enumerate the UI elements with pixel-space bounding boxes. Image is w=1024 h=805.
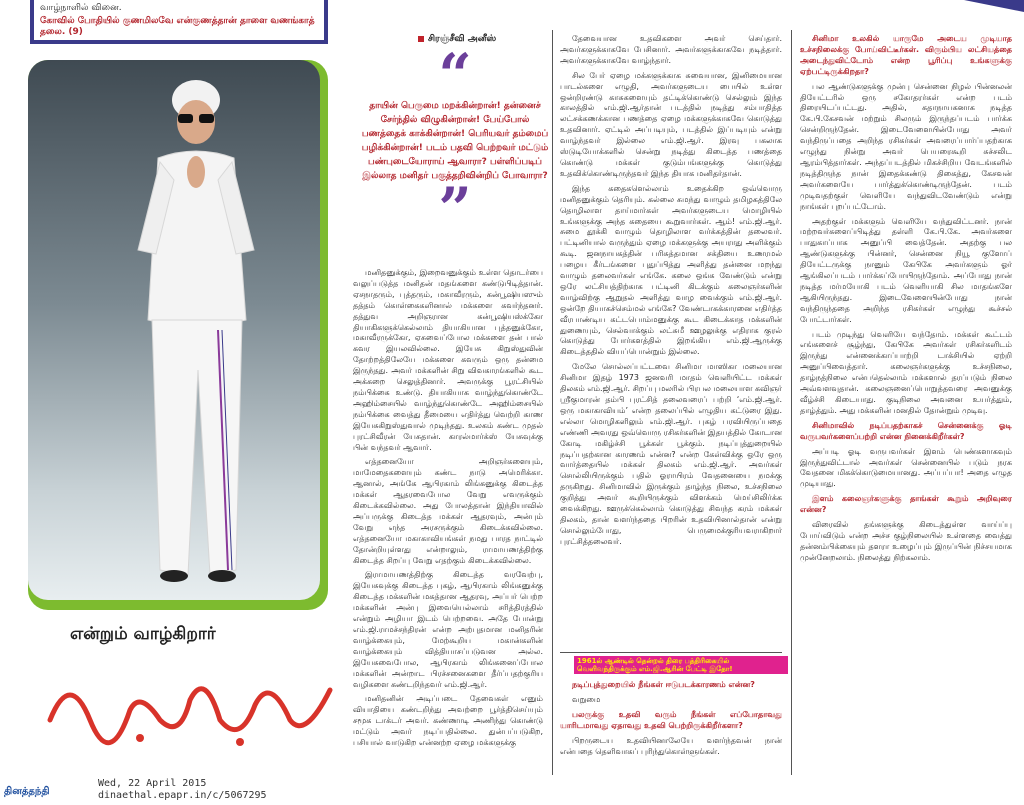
- corner-decoration: [844, 0, 1024, 20]
- interview-answer: பல ஆண்டுகளுக்கு முன்பு சென்னை நிழல் பின்னலன் தியேட்டரில் ஒரு சகோதரர்கள் என்ற படம் திரையிடப்பட்டது. அதில், கதாநாயகனாக நடித்த கே.பி.கேசவன் மற்றும் சிலரும் இருந்தப்படம் பார்க்க சென்றிருந்தேன். இடைவேளையின்போது அவர் வந்திருப்பதை அறிந்த ரசிகர்கள் அவரைப்பார்ப்பதற்காக எழுந்து நின்று அவர் பெயரைகூறி சுச்சலிட ஆரம்பித்தார்கள். அந்தப்படத்தில் மிகச்சிறிய வேடங்களில் நடித்திருந்த நான் இதைக்கண்டு திகைத்து, கேசவன் அவர்களையே பார்த்துக்கொண்டிருந்தேன். படம் முடிவதற்குள் வெளியே வந்துவிடவேண்டும் என்று நாங்கள் புறப்பட்டோம்.: [800, 81, 1012, 211]
- article-column-2: [560, 34, 782, 654]
- interview-answer: வறுமை: [572, 694, 601, 704]
- epaper-url[interactable]: dinaethal.epapr.in/c/5067295: [98, 790, 267, 801]
- interview-question: சினிமா உலகில் யாருமே அடைய முடியாத உச்சநிலைக்கு போய்விட்டீர்கள். விரும்பிய லட்சியத்தை அடைந்துவிட்டோம் என்ற பூரிப்பு உங்களுக்கு ஏற்பட்டிருக்கிறதா?: [800, 34, 1012, 76]
- close-quote-icon: ”: [438, 175, 472, 243]
- publication-logo: தினத்தந்தி: [4, 786, 50, 797]
- paragraph: சில பேர் ஏழை மக்களுக்காக சுவையான, இனிமையான பாடல்களை எழுதி, அவர்களுடைய பையில் உள்ள ஒன்றிரண்டு காசுகளையும் தட்டிக்கொண்டு செல்லும் இந்த காலத்தில் எம்.ஜி.ஆர்தான் படத்தில் நடித்து சம்பாதித்த லட்சக்கணக்கான பணத்தை ஏழை மக்களுக்காகவே கொடுத்து உதவினார். ஏட்டில் அப்படியும், படத்தில் இப்படியும் என்று வாழ்ந்தவர் இல்லை எம்.ஜி.ஆர். இரவு பகலாக ஸ்டுடியோக்களில் சென்று நடித்து கிடைத்த பணத்தை கொண்டு மக்கள் குடும்பங்களுக்கு கொடுத்து உதவிக்கொண்டிருந்தவர் இந்த தியாக மனிதர்தான்.: [560, 70, 782, 178]
- column-divider: [552, 30, 553, 775]
- photo-frame: [28, 60, 328, 610]
- signature-graphic: [40, 650, 340, 760]
- interview-answer: பிறருடைய உதவியினாலேயே வளர்ந்தவன் நான் என்பதை தெளிவாகப் புரிந்துகொள்ளுங்கள்.: [560, 735, 782, 756]
- image-caption: என்றும் வாழ்கிறார்: [70, 624, 216, 644]
- interview-answer: அப்படி ஓடி வருபவர்கள் இளம் பெண்களாகவும் இருந்துவிட்டால் அவர்கள் சென்னையில் படும் நரக வேதனை மிகக்கொடுமையானது. அப்பப்பா! அதை எழுத முடியாது.: [800, 446, 1012, 489]
- edition-date: Wed, 22 April 2015: [98, 778, 207, 789]
- paragraph: இராமாயணத்திற்கு கிடைத்த வரவேற்பு, இயேசுவுக்கு கிடைத்த புகழ், ஆபிரகாம் லிங்கனுக்கு கிடைத்த மக்களின் மகத்தான ஆதரவு, அப்பர் பெற்ற மக்களின் அன்பு இவையெல்லாம் சரித்திரத்தில் என்றும் அழியா இடம் பெற்றவை. அதே போன்று எம்.ஜி.ராமச்சந்திரன் என்ற அற்புதமான மனிதரின் வாழ்க்கையும், மேற்கூறிய மகான்களின் வாழ்க்கையும் வித்தியாசப்படுவன அல்ல. இயேசுவைபோல, ஆபிரகாம் லிங்கனைப்போல மக்களின் அன்றாட பிரச்சனைகளை தீர்ப்பதற்குரிய வழிகளை கண்டறிந்தவர் எம்.ஜி.ஆர்.: [353, 570, 543, 689]
- pull-quote: [360, 41, 550, 243]
- paragraph: மனிதனின் அடிப்படை தேவைகள் எனும் வியாதியை கண்டறிந்து அவற்றை பூர்த்திசெய்யும் சமூக டாக்டர் அவர். கண்ணாடி அணிந்து கொண்டு மட்டும் அவர் நடிப்பதில்லை. துன்பப்படுகிற, பசியால் வாடுகிற என்னற்ற ஏழை மக்களுக்கு: [353, 694, 543, 748]
- interview-column-2: [560, 680, 782, 775]
- interview-column-3: [800, 34, 1012, 769]
- mgr-photo: [118, 70, 278, 590]
- column-divider: [791, 30, 792, 775]
- article-column-1: [353, 268, 543, 773]
- paragraph: இந்த கதைகளெல்லாம் உதைக்கிற ஒவ்வொரு மனிதனுக்கும் தெரியும். கல்லை சுமந்து வாழும் தமிழகத்திலே தொழிலாள தாய்மார்கள் அவர்களுடைய மொழியில் உங்களுக்கு அந்த கதையை கூறுவார்கள். ஆம்! எம்.ஜி.ஆர். சுமை தூக்கி வாழும் தொழிலாள வர்க்கத்தின் தலைவர். பட்டினியால் வருந்தும் ஏழை மக்களுக்கு அயராது அளிக்கும் கூடி. ஜனநாயகத்தின் பரிசுத்தமான சக்தியை உணரமல் பழைய கீர்டங்களை புதுப்பித்து அளித்து தன்னை மறந்து வாழும் தலைவர்கள் எங்கே. கலை ஒங்க வேண்டும் என்று ஒரே லட்சியத்திற்காக பட்டினி கிடக்கும் கலைஞர்களின் வாழ்விற்கு ஆறுதல் அளித்து வாழ வைக்கும் எம்.ஜி.ஆர். ஒன்றே தியாகச்செம்மல் எங்கே? வேண்டாகக்காரனை எதிர்த்த வீரபாண்டிய கட்டபொம்மனுக்கு கூட கிடைக்காத மக்களின் துணையும், செல்வாக்கும் லட்சுமீ ஊழலுக்கு எதிராக குரல் கொடுத்து போர்களத்தில் இறங்கிய எம்.ஜி.ஆருக்கு கிடைத்ததில் வியப்பொன்றும் இல்லை.: [560, 183, 782, 357]
- author-byline: சிரஞ்சீவி அனீஸ்: [418, 34, 496, 45]
- interview-question: இளம் கலைஞர்களுக்கு தாங்கள் கூறும் அறிவுரை என்ன?: [800, 494, 1012, 515]
- interview-question: நடிப்புத்துறையில் நீங்கள் ஈடுபடக்காரணம் என்ன?: [572, 680, 755, 689]
- interview-answer: விரைவில் தங்களுக்கு கிடைத்துள்ள வாய்ப்பு போய்விடும் என்ற அச்ச குழ்நிலையில் உள்ளதை வைத்து தன்னம்பிக்கையும் தளரா உழைப்பும் இருப்பின் நிச்சயமாக முன்னேறலாம். நிலைத்து நிற்கலாம்.: [800, 520, 1012, 562]
- interview-banner: 1961ல் ஆண்டில் தென்றல் திரை பத்திரிகையில் வெளிவந்திருக்கும் எம்.ஜி.ஆரின் பேட்டி இதோ!: [574, 656, 788, 674]
- verse-line-1: வாழ்நாளில் வினை.: [40, 3, 122, 13]
- interview-question: சினிமாவில் நடிப்பதற்காகச் சென்னைக்கு ஓடி வருபவர்களைப்பற்றி என்ன நினைக்கிறீர்கள்?: [800, 420, 1012, 441]
- section-divider: [560, 652, 782, 653]
- open-quote-icon: “: [438, 41, 472, 109]
- quote-text: தாயின் பெருமை மறக்கின்றான்! தன்னைச் சேர்ந்தில் விழுகின்றான்! பேய்போல் பணத்தைக் காக்கின்றான்! பெரியவர் தம்மைப் பழிக்கின்றான்! படம் பதவி பெற்றவர் மட்டும் பண்புடையோராய் ஆவாரா? பள்ளிப்படிப் இல்லாத மனிதர் பகுத்தறிவின்றிப் போவாரா?: [361, 101, 549, 181]
- interview-answer: அதற்குள் மக்களும் வெளியே வந்துவிட்டனர். நான் மற்றவர்களைப்பிடித்து தள்ளி கே.பி.கே. அவர்களை பாதுகாப்பாக அனுப்பி வைத்தேன். அதற்கு பல ஆண்டுகளுக்கு பின்னர், சென்னை நியூ குளோப் தியேட்டருக்கு நானும் கேபிகே அவர்களும் ஓர் ஆங்கிலப்படம் பார்க்கப்போயிருந்தோம். அப்போது நான் நடித்த மர்மயோகி படம் வெளியாகி சில மாதங்களே ஆகியிருந்தது. இடைவேளையின்போது நான் வந்திருந்ததை அறிந்த ரசிகர்கள் எழுந்து கூச்சல் போட்டார்கள்.: [800, 216, 1012, 324]
- interview-answer: படம் முடிந்து வெளியே வந்தோம். மக்கள் கூட்டம் எங்களைச் சூழ்ந்து, கேபிகே அவர்கள் ரசிகர்களிடம் இருந்து என்னைக்காப்பாற்றி டாக்சியில் ஏற்றி அனுப்பிவைத்தார். கலைஞர்களுக்கு உச்சநிலை, தாழ்நத்நிலை என்பதெல்லாம் மக்களால் தரப்படும் நிலை அவ்வளவுதான். கலைஞனைப்பொறுத்தவரை அவனுக்கு வீழ்ச்சி கிடையாது. குடிநிலை அவனை உயர்த்தும், தாழ்த்தும். அது மக்களின் மனதில் தோன்றும் முடிவு.: [800, 329, 1012, 415]
- paragraph: மேலே சொல்லப்பட்டவை சினிமா மாஸிகா மலையான சினிமா இதழ் 1973 ஜனவரி மாதம் வெளியிட்ட மக்கள் திலகம் எம்.ஜி.ஆர். சிறப்பு மலரில் பிரபல மலையாள கவிஞர் ஸ்ரீகுமாரன் தம்பி புரட்சித் தலைவரைப் பற்றி ‘எம்.ஜி.ஆர். ஒரு மகாகாவியம்’ என்ற தலைப்பில் எழுதிய கட்டுரை இது. எல்லா மொழிகளிலும் எம்.ஜி.ஆர். புகழ் பரவியிருப்பதை எண்ணி அவரது ஒவ்வொரு ரசிகர்களின் இதயத்தில் கோடான கோடி மகிழ்ச்சி பூக்கள் பூக்கும். நடிப்புத்துறையில் நடிப்பதற்கான காரணம் என்ன? என்ற கேள்விக்கு ஒரே ஒரு வார்த்தையில் மக்கள் திலகம் எம்.ஜி.ஆர். அவர்கள் சொல்லியிருக்கும் பதில் ஓராயிரம் வேதனையை நமக்கு தருகிறது. சினிமாவில் இருக்கும் தாழ்ந்த நிலை, உச்சநிலை குறித்து அவர் கூறியிருக்கும் விளக்கம் மெய்சிலிர்க்க வைக்கிறது. ஊருக்கெல்லாம் கொடுத்து சிவந்த கரம் மக்கள் திலகம், தான் வளர்ந்ததை பிறரின் உதவியினால்தான் என்று சொல்லும்போது, பெருமைக்குரியவராகிறார் புரட்சித்தலைவர்.: [560, 362, 782, 546]
- verse-line-2: கோவில் போதியில் குணமிலவே என்குணத்தான் தாளை வணங்காத் தலை. (9): [40, 16, 315, 37]
- paragraph: தேவையான உதவிகளை அவர் செய்தார். அவர்களுக்காகவே பேசினார். அவர்களுக்காகவே நடித்தார். அவர்களுக்காகவே வாழ்ந்தார்.: [560, 34, 782, 65]
- paragraph: மனிதனுக்கும், இறைவனுக்கும் உள்ள தொடர்பை வலுப்படுத்த மனிதன் மதங்களை கண்டுபிடித்தான். ஏசநாதரும், புத்தரும், மகாவீரரும், கன்பூஷியஸும் தத்தம் கொள்கைகளினால் மக்களை கவர்ந்தனர். தத்துவ அறிஞரான கன்பூஷியஸ்க்கோ தியாகிகளுக்கெல்லாம் தியாகியான புத்தனுக்கோ, மகாவீரருக்கோ, ஏசுவைப்போல மக்களை தன் பால் கவர இயலவில்லை. இயேசு கிறுஸ்துவின் தோற்றத்திலேயே மக்களை கவரும் ஒரு தன்மை இருந்தது. அவர் மக்களின் சிறு விவகாரங்களில் கூட அக்கறை செலுத்தினார். அவருக்கு பூரட்சியில் நம்பிக்கை உண்டு. தியாகியாக வாழ்ந்துகொண்டே அஹிம்சையில் வாழ்ந்துகொண்டே அஹிம்சையில் நம்பிக்கை வைத்து தீமையை எதிர்த்து வெற்றி காண இயேசுகிறுஸ்துவால் முடிந்தது. உலகம் கண்ட முதல் புரட்சிவீரன் யேசுதான். காரல்மார்க்ஸ் யேசுவுக்கு பின் வந்தவர் ஆவார்.: [353, 268, 543, 452]
- interview-question: பலருக்கு உதவி வரும் நீங்கள் எப்போதாவது யாரிடமாவது ஏதாவது உதவி பெற்றிருக்கிறீர்களா?: [560, 709, 782, 730]
- top-verse-box: [30, 0, 328, 44]
- paragraph: எத்தனையோ அறிஞர்களையும், மாமேதைகளையும் கண்ட நாடு அமெரிக்கா. ஆனால், அங்கே ஆபிரகாம் லிங்கனுக்கு கிடைத்த மக்கள் ஆதரவைபோல வேறு எவருக்கும் கிடைக்கவில்லை. அது போலத்தான் இந்தியாவில் அப்பருக்கு கிடைத்த மக்கள் ஆதரவும், அன்பும் வேறு எந்த அரசருக்கும் கிடைக்கவில்லை. எத்தனையோ மகாகாவியங்கள் நமது பாரத நாட்டில் தோன்றியுள்ளது என்றாலும், ராமாயணத்திற்கு கிடைத்த சிறப்பு வேறு எதற்கும் கிடைக்கவில்லை.: [353, 457, 543, 565]
- photo-background: [28, 60, 320, 600]
